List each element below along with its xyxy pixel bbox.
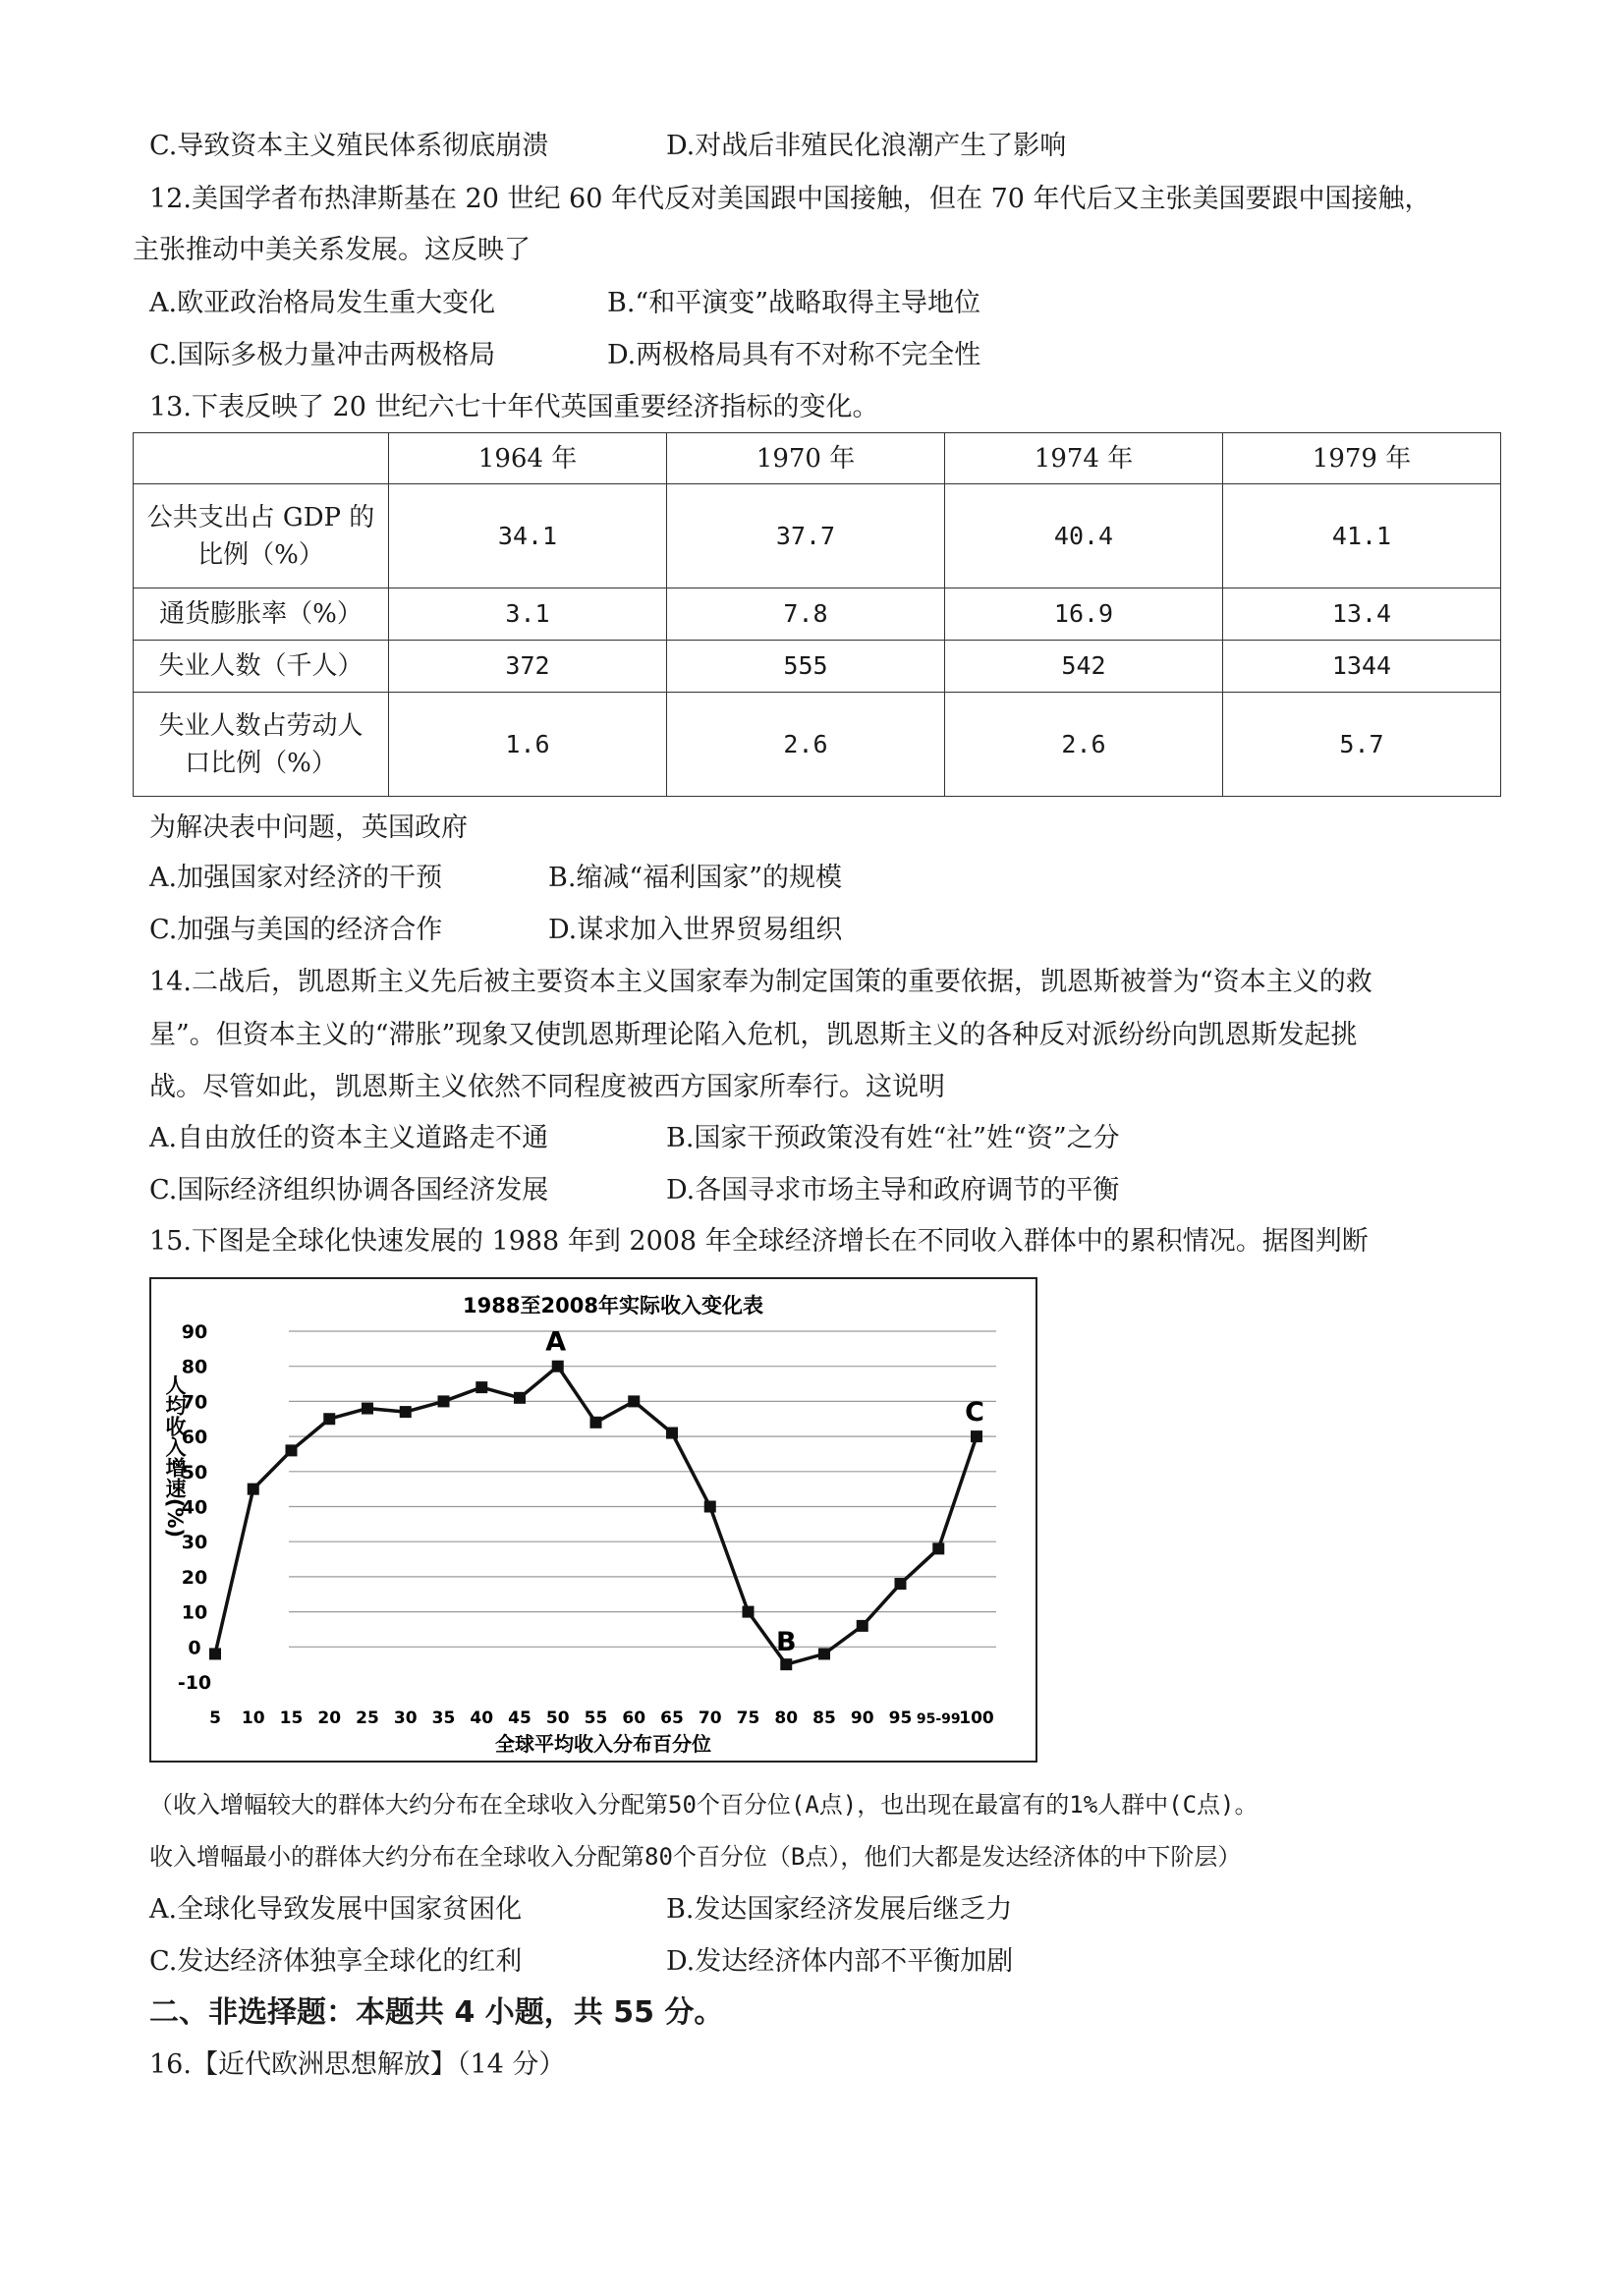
data-point [323, 1413, 335, 1425]
q13-option-a: A.加强国家对经济的干预 [149, 863, 443, 893]
table-header-year: 1974 年 [945, 433, 1223, 484]
q15-option-b: B.发达国家经济发展后继乏力 [666, 1894, 1013, 1925]
y-tick-label: 0 [188, 1637, 201, 1659]
data-point [400, 1406, 412, 1418]
row-label-line-1: 公共支出占 GDP 的 [146, 502, 375, 532]
q12-option-a: A.欧亚政治格局发生重大变化 [149, 288, 496, 318]
q13-option-d: D.谋求加入世界贸易组织 [548, 915, 843, 945]
data-point [704, 1501, 716, 1513]
table-row-label [134, 484, 389, 588]
row-label-line-1: 失业人数占劳动人 [158, 710, 364, 741]
chart-title: 1988至2008年实际收入变化表 [463, 1294, 763, 1317]
y-tick-label: 60 [181, 1427, 208, 1449]
q14-option-a: A.自由放任的资本主义道路走不通 [149, 1123, 549, 1153]
data-point [476, 1381, 487, 1393]
q11-option-d: D.对战后非殖民化浪潮产生了影响 [666, 131, 1067, 161]
q12-option-d: D.两极格局具有不对称不完全性 [607, 340, 981, 370]
income-growth-chart [149, 1277, 1037, 1763]
data-point [286, 1444, 298, 1456]
chart-svg [151, 1279, 1035, 1761]
table-cell: 7.8 [667, 588, 945, 641]
y-tick-label: 10 [181, 1601, 208, 1624]
section-2-heading: 二、非选择题：本题共 4 小题，共 55 分。 [149, 1995, 724, 2030]
table-cell: 542 [945, 641, 1223, 693]
x-tick-label: 15 [279, 1708, 304, 1728]
data-point [590, 1417, 602, 1428]
table-cell: 372 [389, 641, 667, 693]
q14-option-b: B.国家干预政策没有姓“社”姓“资”之分 [666, 1123, 1120, 1153]
table-header-row [134, 433, 1501, 484]
data-point [971, 1430, 982, 1442]
y-tick-label: 30 [181, 1532, 208, 1554]
table-cell: 13.4 [1223, 588, 1501, 641]
x-tick-label: 10 [241, 1708, 265, 1728]
table-row [134, 588, 1501, 641]
data-points [209, 1361, 982, 1670]
q16-title: 16.【近代欧洲思想解放】（14 分） [149, 2049, 566, 2080]
table-cell: 37.7 [667, 484, 945, 588]
table-cell: 41.1 [1223, 484, 1501, 588]
q15-note-line-1: （收入增幅较大的群体大约分布在全球收入分配第50个百分位(A点)，也出现在最富有的1%人群中(C点)。 [149, 1791, 1259, 1819]
q13-stem: 13.下表反映了 20 世纪六七十年代英国重要经济指标的变化。 [149, 392, 879, 422]
q13-option-b: B.缩减“福利国家”的规模 [548, 863, 843, 893]
q12-stem-line-1: 12.美国学者布热津斯基在 20 世纪 60 年代反对美国跟中国接触，但在 70 年代后又主张美国要跟中国接触， [149, 184, 1431, 214]
x-tick-label: 100 [959, 1708, 994, 1728]
table-cell: 2.6 [945, 693, 1223, 797]
x-tick-label: 90 [850, 1708, 874, 1728]
q14-stem-line-2: 星”。但资本主义的“滞胀”现象又使凯恩斯理论陷入危机，凯恩斯主义的各种反对派纷纷向凯恩斯发起挑 [149, 1020, 1358, 1050]
y-tick-label: 90 [181, 1321, 208, 1343]
y-tick-label: 40 [181, 1496, 208, 1519]
x-tick-label: 45 [508, 1708, 532, 1728]
x-tick-label: 95 [888, 1708, 913, 1728]
table-cell: 5.7 [1223, 693, 1501, 797]
table-header-year: 1964 年 [389, 433, 667, 484]
table-header-year: 1970 年 [667, 433, 945, 484]
x-tick-label: 30 [393, 1708, 418, 1728]
q15-note-line-2: 收入增幅最小的群体大约分布在全球收入分配第80个百分位（B点），他们大都是发达经济体的中下阶层） [149, 1843, 1242, 1871]
table-corner-cell [134, 433, 389, 484]
q11-option-c: C.导致资本主义殖民体系彻底崩溃 [149, 131, 549, 161]
table-row [134, 693, 1501, 797]
data-point [552, 1361, 564, 1372]
q12-option-c: C.国际多极力量冲击两极格局 [149, 340, 496, 370]
data-point [438, 1395, 450, 1407]
y-tick-label: 50 [181, 1461, 208, 1484]
x-tick-label: 5 [209, 1708, 221, 1728]
row-label-line-2: 口比例（%） [185, 748, 337, 778]
x-tick-label: 75 [736, 1708, 760, 1728]
row-label-line-2: 比例（%） [197, 539, 324, 570]
x-tick-label: 35 [431, 1708, 456, 1728]
table-cell: 34.1 [389, 484, 667, 588]
data-point [628, 1395, 640, 1407]
x-axis-label: 全球平均收入分布百分位 [495, 1732, 711, 1756]
q15-option-a: A.全球化导致发展中国家贫困化 [149, 1894, 523, 1925]
table-row [134, 484, 1501, 588]
table-row-label [134, 693, 389, 797]
table-cell: 1344 [1223, 641, 1501, 693]
x-tick-label: 60 [622, 1708, 646, 1728]
table-row [134, 641, 1501, 693]
q14-option-d: D.各国寻求市场主导和政府调节的平衡 [666, 1175, 1120, 1205]
q13-option-c: C.加强与美国的经济合作 [149, 915, 443, 945]
table-cell: 3.1 [389, 588, 667, 641]
x-tick-label: 70 [698, 1708, 722, 1728]
x-tick-label: 40 [470, 1708, 494, 1728]
table-header-year: 1979 年 [1223, 433, 1501, 484]
table-cell: 1.6 [389, 693, 667, 797]
table-cell: 2.6 [667, 693, 945, 797]
table-cell: 16.9 [945, 588, 1223, 641]
q12-option-b: B.“和平演变”战略取得主导地位 [607, 288, 981, 318]
q14-option-c: C.国际经济组织协调各国经济发展 [149, 1175, 549, 1205]
table-cell: 555 [667, 641, 945, 693]
x-tick-label: 20 [317, 1708, 342, 1728]
y-tick-label: 70 [181, 1391, 208, 1414]
data-point [209, 1648, 221, 1659]
point-annotation-b: B [775, 1627, 797, 1658]
data-point [248, 1484, 259, 1495]
y-tick-label: -10 [177, 1672, 212, 1694]
table-cell: 40.4 [945, 484, 1223, 588]
data-point [818, 1648, 830, 1659]
x-tick-label: 25 [356, 1708, 379, 1728]
point-annotation-c: C [965, 1397, 984, 1428]
table-row-label: 失业人数（千人） [134, 641, 389, 693]
y-tick-label: 20 [181, 1566, 208, 1589]
data-point [362, 1403, 373, 1415]
q15-option-c: C.发达经济体独享全球化的红利 [149, 1946, 523, 1977]
q15-option-d: D.发达经济体内部不平衡加剧 [666, 1946, 1014, 1977]
x-tick-label: 80 [774, 1708, 799, 1728]
q14-stem-line-3: 战。尽管如此，凯恩斯主义依然不同程度被西方国家所奉行。这说明 [149, 1072, 945, 1102]
q15-stem: 15.下图是全球化快速发展的 1988 年到 2008 年全球经济增长在不同收入群体中的累积情况。据图判断 [149, 1226, 1369, 1257]
point-annotations [545, 1327, 984, 1657]
x-tick-label: 85 [812, 1708, 836, 1728]
data-point [780, 1658, 792, 1670]
data-point [857, 1620, 868, 1632]
data-point [895, 1578, 907, 1590]
data-point [666, 1428, 678, 1439]
q14-stem-line-1: 14.二战后，凯恩斯主义先后被主要资本主义国家奉为制定国策的重要依据，凯恩斯被誉为“资本主义的救 [149, 967, 1372, 997]
x-tick-label: 50 [545, 1708, 570, 1728]
q13-tail: 为解决表中问题，英国政府 [149, 812, 468, 843]
y-tick-label: 80 [181, 1356, 208, 1378]
q12-stem-line-2: 主张推动中美关系发展。这反映了 [133, 235, 531, 265]
table-row-label: 通货膨胀率（%） [134, 588, 389, 641]
data-point [743, 1606, 755, 1618]
point-annotation-a: A [545, 1326, 567, 1358]
data-point [932, 1542, 944, 1554]
x-tick-label: 55 [584, 1708, 608, 1728]
economic-indicators-table [133, 432, 1501, 797]
series-line [215, 1367, 977, 1664]
x-tick-labels [209, 1708, 994, 1728]
data-point [514, 1392, 526, 1404]
y-axis-label: 人均收入增速(%) [163, 1373, 187, 1539]
x-tick-label: 65 [660, 1708, 684, 1728]
x-tick-label: 95-99 [916, 1711, 961, 1727]
gridlines [289, 1331, 996, 1647]
